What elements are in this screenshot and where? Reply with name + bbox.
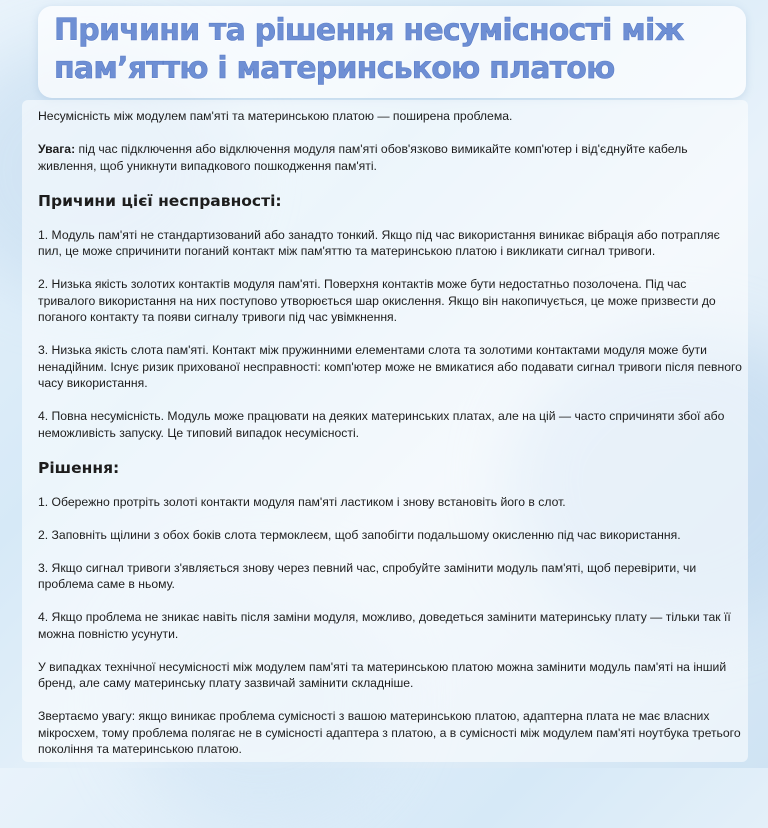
page-title: Причини та рішення несумісності між пам’яттю і материнською платою xyxy=(54,13,684,86)
intro-paragraph: Несумісність між модулем пам'яті та материнською платою — поширена проблема. xyxy=(38,109,513,123)
causes-heading: Причини цієї несправності: xyxy=(38,191,282,210)
warning-paragraph xyxy=(38,141,742,174)
solutions-heading: Рішення: xyxy=(38,458,120,477)
warning-label: Увага: xyxy=(38,142,76,156)
note-paragraph: Звертаємо увагу: якщо виникає проблема сумісності з вашою материнською платою, адаптерна плата не має власних мікросхем, тому проблема полягає не в сумісності адаптера з платою, а в сумісності між модулем пам'яті ноутбука третього покоління та материнською платою. xyxy=(38,709,741,756)
warning-text: під час підключення або відключення модуля пам'яті обов'язково вимикайте комп'ютер і від'єднуйте кабель живлення, щоб уникнути випадкового пошкодження пам'яті. xyxy=(38,142,688,173)
solution-item: 1. Обережно протріть золоті контакти модуля пам'яті ластиком і знову встановіть його в слот. xyxy=(38,494,566,509)
solution-item: 3. Якщо сигнал тривоги з'являється знову через певний час, спробуйте замінити модуль пам'яті, щоб перевірити, чи проблема саме в ньому. xyxy=(38,560,697,591)
cause-item: 2. Низька якість золотих контактів модуля пам'яті. Поверхня контактів може бути недостатньо позолочена. Під час тривалого використання на них поступово утворюється шар окислення. Якщо він накопичується, це може призвести до поганого контакту та появи сигналу тривоги під час увімкнення. xyxy=(38,277,716,324)
note-paragraph: У випадках технічної несумісності між модулем пам'яті та материнською платою можна замінити модуль пам'яті на інший бренд, але саму материнську плату зазвичай замінити складніше. xyxy=(38,659,727,690)
cause-item: 4. Повна несумісність. Модуль може працювати на деяких материнських платах, але на цій — часто спричиняти збої або неможливість запуску. Це типовий випадок несумісності. xyxy=(38,409,725,440)
article-body xyxy=(38,108,742,774)
solution-item: 4. Якщо проблема не зникає навіть після заміни модуля, можливо, доведеться замінити материнську плату — тільки так її можна повністю усунути. xyxy=(38,610,731,641)
cause-item: 3. Низька якість слота пам'яті. Контакт між пружинними елементами слота та золотими контактами модуля може бути ненадійним. Існує ризик прихованої несправності: комп'ютер може не вмикатися або подавати сигнал тривоги після певного часу використання. xyxy=(38,343,742,390)
cause-item: 1. Модуль пам'яті не стандартизований або занадто тонкий. Якщо під час використання виникає вібрація або потрапляє пил, це може спричинити поганий контакт між пам'яттю та материнською платою і викликати сигнал тривоги. xyxy=(38,227,720,258)
solution-item: 2. Заповніть щілини з обох боків слота термоклеєм, щоб запобігти подальшому окисленню під час використання. xyxy=(38,527,681,542)
